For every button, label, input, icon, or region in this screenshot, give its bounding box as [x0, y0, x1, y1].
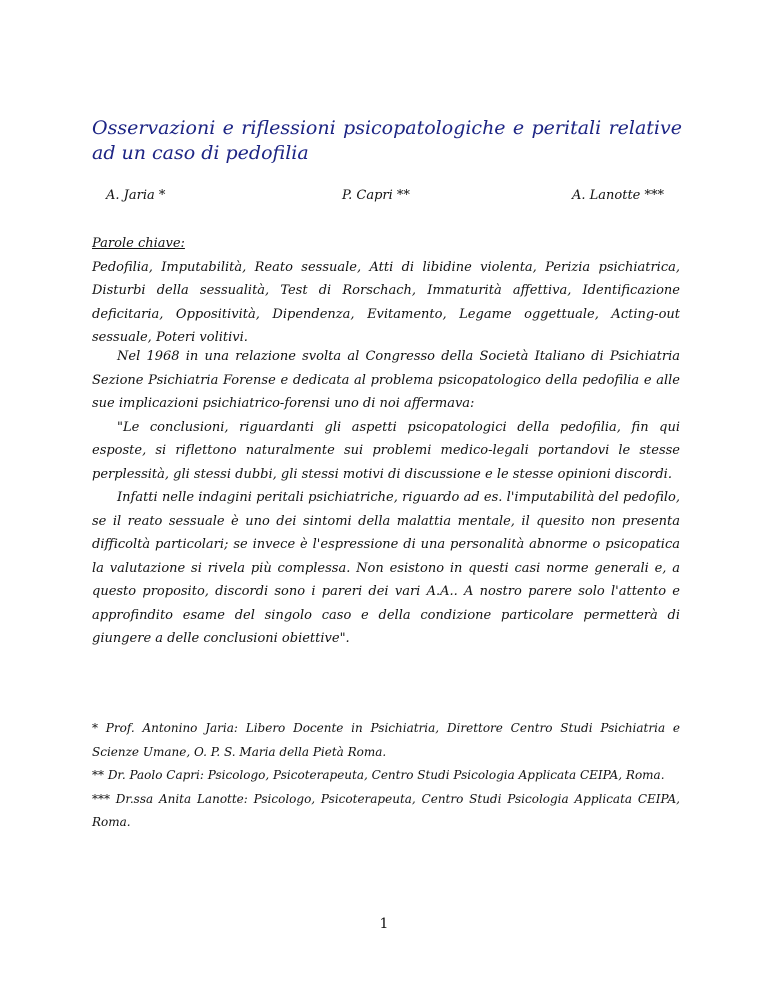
author-capri: P. Capri ** [342, 188, 410, 203]
footnote-capri: ** Dr. Paolo Capri: Psicologo, Psicoterapeuta, Centro Studi Psicologia Applicata CEIPA, Roma. [92, 768, 665, 782]
body-text [92, 345, 680, 651]
footnotes [92, 717, 680, 835]
author-lanotte: A. Lanotte *** [572, 188, 665, 203]
keywords-text: Pedofilia, Imputabilità, Reato sessuale, Atti di libidine violenta, Perizia psichiatrica, Disturbi della sessualità, Test di Rorschach, Immaturità affettiva, Identificazione deficitaria, Oppositività, Dipendenza, Evitamento, Legame oggettuale, Acting-out sessuale, Poteri volitivi. [92, 259, 680, 345]
paragraph-3: Infatti nelle indagini peritali psichiatriche, riguardo ad es. l'imputabilità del pedofilo, se il reato sessuale è uno dei sintomi della malattia mentale, il quesito non presenta difficoltà particolari; se invece è l'espressione di una personalità abnorme o psicopatica la valutazione si rivela più complessa. Non esistono in questi casi norme generali e, a questo proposito, discordi sono i pareri dei vari A.A.. A nostro parere solo l'attento e approfindito esame del singolo caso e della condizione particolare permetterà di giungere a delle conclusioni obiettive". [92, 490, 680, 646]
keywords-section [92, 232, 680, 350]
paragraph-2: "Le conclusioni, riguardanti gli aspetti psicopatologici della pedofilia, fin qui esposte, si riflettono naturalmente sui problemi medico-legali portandovi le stesse perplessità, gli stessi dubbi, gli stessi motivi di discussione e le stesse opinioni discordi. [92, 419, 680, 482]
footnote-jaria: * Prof. Antonino Jaria: Libero Docente in Psichiatria, Direttore Centro Studi Psichiatria e Scienze Umane, O. P. S. Maria della Pietà Roma. [92, 721, 680, 759]
document-title: Osservazioni e riflessioni psicopatologiche e peritali relative ad un caso di pedofilia [92, 117, 682, 164]
footnote-lanotte: *** Dr.ssa Anita Lanotte: Psicologo, Psicoterapeuta, Centro Studi Psicologia Applicata CEIPA, Roma. [92, 791, 680, 829]
paragraph-1: Nel 1968 in una relazione svolta al Congresso della Società Italiano di Psichiatria Sezione Psichiatria Forense e dedicata al problema psicopatologico della pedofilia e alle sue implicazioni psichiatrico-forensi uno di noi affermava: [92, 349, 680, 411]
author-jaria: A. Jaria * [106, 188, 166, 203]
page-number: 1 [379, 916, 389, 932]
keywords-label: Parole chiave: [92, 236, 185, 251]
